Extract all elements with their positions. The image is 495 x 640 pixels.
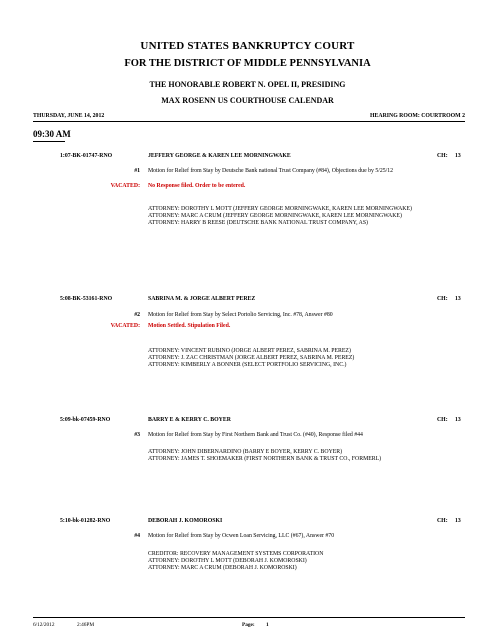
motion-text: Motion for Relief from Stay by First Northern Bank and Trust Co. (#40), Response filed #44 (148, 432, 363, 438)
case-number: 1:07-BK-01747-RNO (60, 153, 113, 159)
print-time: 2:46PM (77, 622, 95, 628)
item-number: #4 (134, 533, 140, 539)
attorney-line: CREDITOR: RECOVERY MANAGEMENT SYSTEMS CORPORATION (148, 551, 324, 557)
judge-line: THE HONORABLE ROBERT N. OPEL II, PRESIDING (149, 80, 346, 89)
case-number: 5:08-BK-53161-RNO (60, 296, 113, 302)
vacated-text: Motion Settled. Stipulation Filed. (148, 323, 231, 329)
attorney-list (148, 348, 448, 370)
attorney-line: ATTORNEY: VINCENT RUBINO (JORGE ALBERT PEREZ, SABRINA M. PEREZ) (148, 348, 351, 354)
debtor-name: SABRINA M. & JORGE ALBERT PEREZ (148, 296, 256, 302)
footer-rule (33, 617, 465, 618)
case-number: 5:10-bk-01282-RNO (60, 518, 111, 524)
page-label: Page: (242, 622, 255, 628)
hearing-room: HEARING ROOM: COURTROOM 2 (370, 113, 465, 119)
vacated-label: VACATED: (110, 183, 140, 189)
attorney-list (148, 551, 448, 573)
court-title: UNITED STATES BANKRUPTCY COURT (140, 40, 355, 52)
chapter-label: CH: (437, 518, 448, 524)
page-number: 1 (266, 622, 269, 628)
vacated-text: No Response filed. Order to be entered. (148, 183, 246, 189)
time-underline (33, 141, 65, 142)
motion-text: Motion for Relief from Stay by Deutsche Bank national Trust Company (#84), Objections due by 5/25/12 (148, 168, 394, 174)
debtor-name: DEBORAH J. KOMOROSKI (148, 518, 223, 524)
chapter-value: 13 (455, 153, 461, 159)
vacated-label: VACATED: (110, 323, 140, 329)
attorney-list (148, 206, 448, 228)
courthouse-line: MAX ROSENN US COURTHOUSE CALENDAR (161, 96, 334, 105)
time-slot: 09:30 AM (33, 129, 71, 139)
debtor-name: BARRY E & KERRY C. BOYER (148, 417, 231, 423)
attorney-line: ATTORNEY: JAMES T. SHOEMAKER (FIRST NORTHERN BANK & TRUST CO., FORMERL) (148, 456, 382, 463)
attorney-line: ATTORNEY: KIMBERLY A BONNER (SELECT PORTFOLIO SERVICING, INC.) (148, 362, 347, 369)
attorney-line: ATTORNEY: DOROTHY L MOTT (DEBORAH J. KOMOROSKI) (148, 558, 307, 565)
header-rule (33, 121, 465, 122)
attorney-list (148, 449, 448, 463)
attorney-line: ATTORNEY: MARC A CRUM (JEFFERY GEORGE MORNINGWAKE, KAREN LEE MORNINGWAKE) (148, 213, 402, 220)
case-number: 5:09-bk-07459-RNO (60, 417, 111, 423)
item-number: #1 (134, 168, 140, 174)
debtor-name: JEFFERY GEORGE & KAREN LEE MORNINGWAKE (148, 153, 291, 159)
motion-text: Motion for Relief from Stay by Ocwen Loan Servicing, LLC (#67), Answer #70 (148, 533, 335, 539)
print-date: 6/12/2012 (33, 622, 55, 628)
chapter-label: CH: (437, 417, 448, 423)
hearing-date: THURSDAY, JUNE 14, 2012 (33, 113, 105, 119)
attorney-line: ATTORNEY: HARRY B REESE (DEUTSCHE BANK NATIONAL TRUST COMPANY, AS) (148, 220, 368, 227)
attorney-line: ATTORNEY: JOHN DIBERNARDINO (BARRY E BOYER, KERRY C. BOYER) (148, 449, 343, 455)
item-number: #3 (134, 432, 140, 438)
chapter-value: 13 (455, 417, 461, 423)
attorney-line: ATTORNEY: MARC A CRUM (DEBORAH J. KOMOROSKI) (148, 565, 297, 572)
motion-text: Motion for Relief from Stay by Select Portolio Servicing, Inc. #78, Answer #80 (148, 312, 333, 318)
item-number: #2 (134, 312, 140, 318)
attorney-line: ATTORNEY: J. ZAC CHRISTMAN (JORGE ALBERT PEREZ, SABRINA M. PEREZ) (148, 355, 355, 362)
attorney-line: ATTORNEY: DOROTHY L MOTT (JEFFERY GEORGE MORNINGWAKE, KAREN LEE MORNINGWAKE) (148, 206, 412, 212)
chapter-value: 13 (455, 518, 461, 524)
chapter-label: CH: (437, 153, 448, 159)
chapter-value: 13 (455, 296, 461, 302)
chapter-label: CH: (437, 296, 448, 302)
district-title: FOR THE DISTRICT OF MIDDLE PENNSYLVANIA (124, 58, 371, 69)
